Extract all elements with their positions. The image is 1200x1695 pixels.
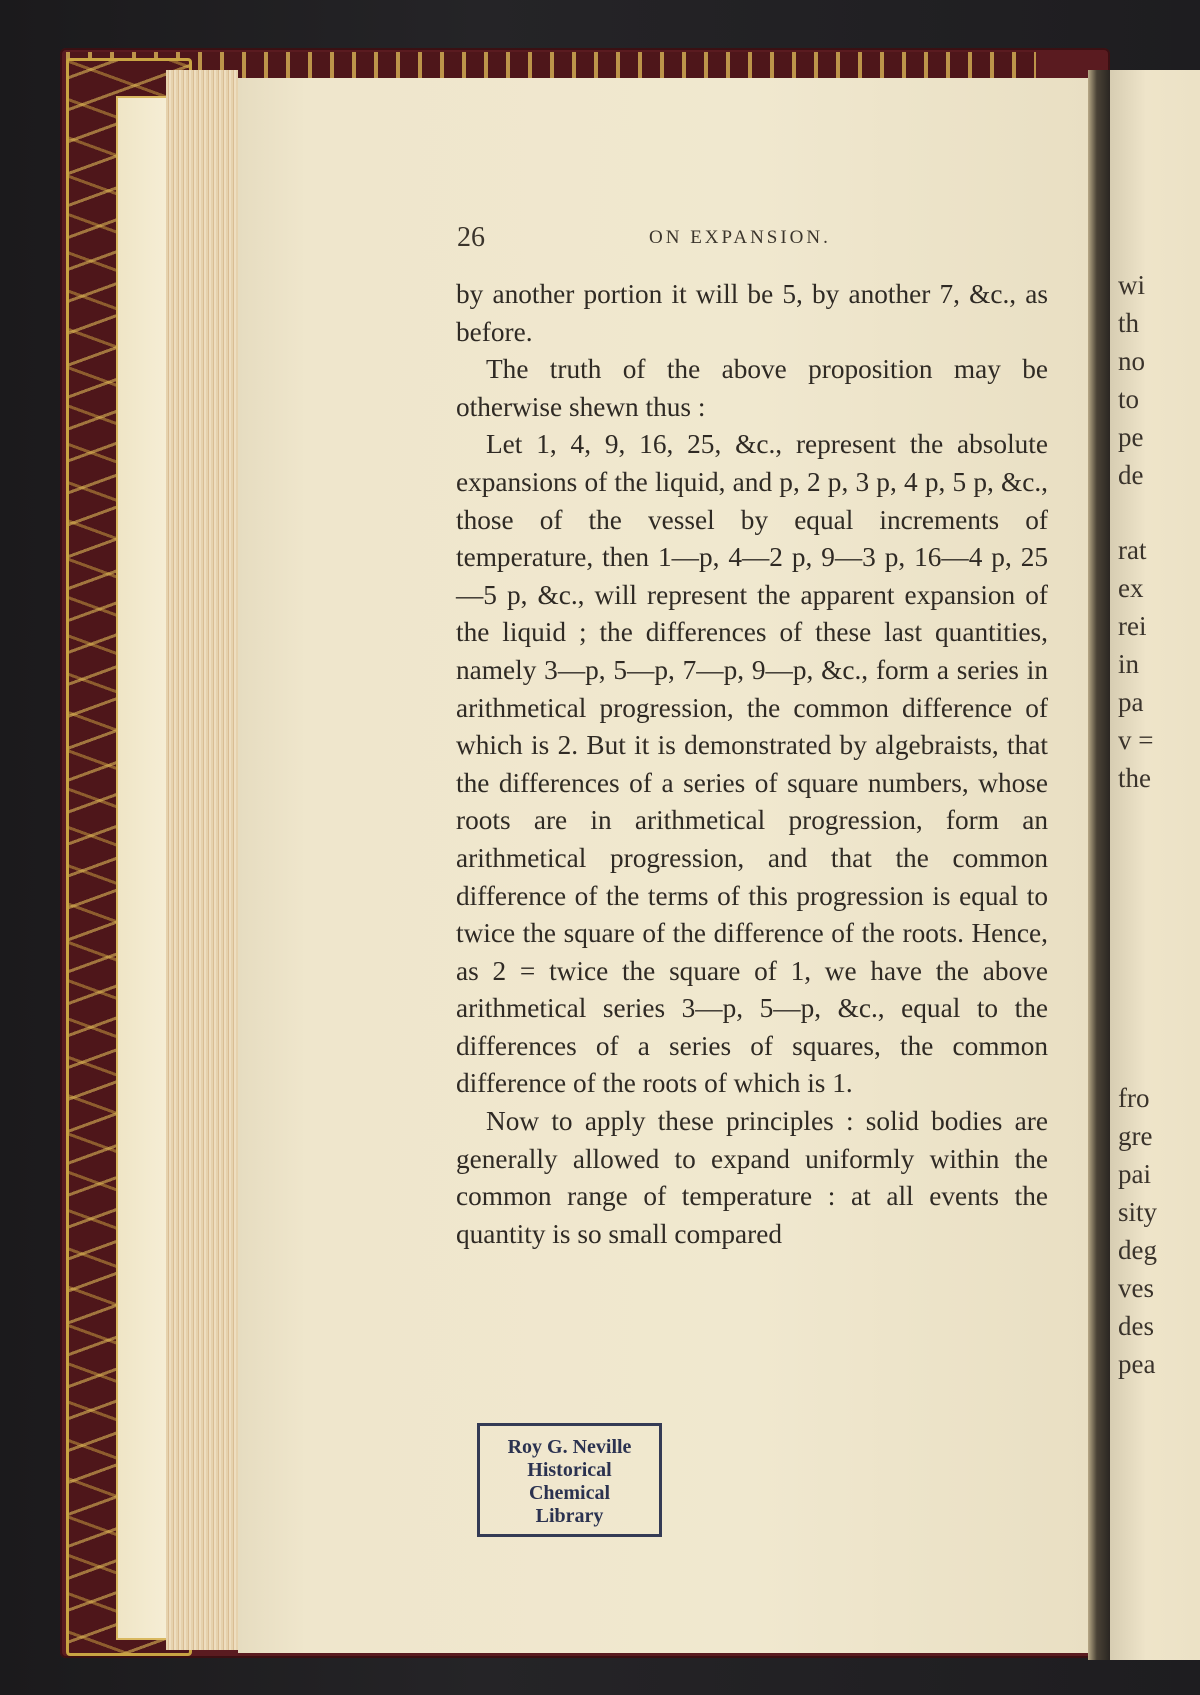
body-text: [456, 276, 1048, 1253]
text-fragment: pa: [1118, 687, 1144, 717]
text-fragment: pe: [1118, 422, 1144, 452]
text-fragment: deg: [1118, 1235, 1157, 1265]
right-page-partial: [1110, 70, 1200, 1660]
text-fragment: gre: [1118, 1121, 1153, 1151]
text-fragment: wi: [1118, 270, 1145, 300]
page-number: 26: [457, 222, 485, 253]
text-fragment: the: [1118, 763, 1151, 793]
text-fragment: pai: [1118, 1159, 1151, 1189]
stamp-line: Library: [535, 1505, 604, 1527]
stamp-line: Historical: [527, 1459, 612, 1481]
text-fragment: des: [1118, 1311, 1154, 1341]
text-fragment: sity: [1118, 1197, 1158, 1227]
stamp-line: Roy G. Neville: [507, 1436, 632, 1458]
endpaper-edge: [116, 96, 172, 1640]
paragraph: Let 1, 4, 9, 16, 25, &c., represent the absolute expansions of the liquid, and p, 2 p, 3 p, 4 p, 5 p, &c., those of the vessel by equal increments of temperature, then 1—p, 4—2 p, 9—3 p, 16—4 p, 25—5 p, &c., will represent the apparent expansion of the liquid ; the differences of these last quantities, namely 3—p, 5—p, 7—p, 9—p, &c., form a series in arithmetical progression, the common difference of which is 2. But it is demonstrated by algebraists, that the differences of a series of square numbers, whose roots are in arithmetical progression, form an arithmetical progression, and that the common difference of the terms of this progression is equal to twice the square of the difference of the roots. Hence, as 2 = twice the square of 1, we have the above arithmetical series 3—p, 5—p, &c., equal to the differences of a series of squares, the common difference of the roots of which is 1.: [456, 429, 1048, 1099]
text-fragment: de: [1118, 460, 1144, 490]
text-fragment: rat: [1118, 535, 1147, 565]
text-fragment: v =: [1118, 725, 1154, 755]
text-fragment: to: [1118, 384, 1140, 414]
library-stamp: [477, 1423, 662, 1537]
paragraph: The truth of the above proposition may be otherwise shewn thus :: [456, 354, 1048, 422]
stamp-line: Chemical: [528, 1482, 611, 1504]
text-fragment: th: [1118, 308, 1140, 338]
paragraph-continuation: by another portion it will be 5, by another 7, &c., as before.: [456, 279, 1048, 347]
text-fragment: in: [1118, 649, 1140, 679]
text-fragment: ex: [1118, 573, 1144, 603]
book-gutter: [1088, 70, 1110, 1660]
chapter-title: ON EXPANSION.: [649, 227, 831, 248]
paragraph: Now to apply these principles : solid bodies are generally allowed to expand uniformly within the common range of temperature : at all events the quantity is so small compared: [456, 1106, 1048, 1249]
text-fragment: ves: [1118, 1273, 1154, 1303]
text-fragment: rei: [1118, 611, 1147, 641]
text-fragment: fro: [1118, 1083, 1150, 1113]
text-fragment: pea: [1118, 1349, 1156, 1379]
running-head: [457, 222, 1057, 262]
text-fragment: no: [1118, 346, 1145, 376]
page-stack-edge: [166, 70, 238, 1650]
